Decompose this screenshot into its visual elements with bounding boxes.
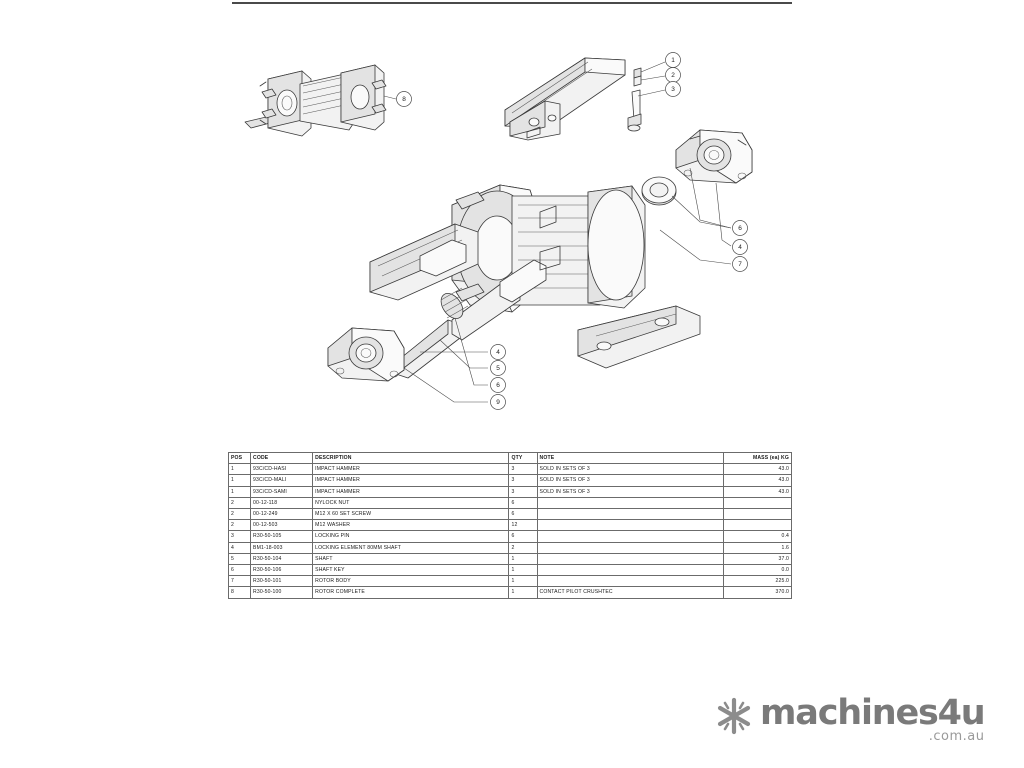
svg-text:5: 5	[496, 365, 500, 372]
cell-mass	[723, 497, 791, 508]
svg-text:9: 9	[496, 399, 500, 406]
cell-note: SOLD IN SETS OF 3	[537, 464, 723, 475]
cell-pos: 5	[229, 553, 251, 564]
cell-code: R30-50-100	[251, 587, 313, 598]
cell-mass	[723, 509, 791, 520]
col-description: DESCRIPTION	[313, 453, 509, 464]
cell-description: LOCKING PIN	[313, 531, 509, 542]
cell-mass: 43.0	[723, 486, 791, 497]
cell-description: ROTOR BODY	[313, 576, 509, 587]
rotor-complete-small-view	[245, 65, 386, 136]
table-row	[229, 464, 792, 475]
cell-mass: 0.0	[723, 565, 791, 576]
col-qty: QTY	[509, 453, 537, 464]
cell-pos: 1	[229, 486, 251, 497]
cell-qty: 6	[509, 509, 537, 520]
cell-note	[537, 542, 723, 553]
cell-qty: 1	[509, 565, 537, 576]
parts-list-table	[228, 452, 792, 599]
cell-note: SOLD IN SETS OF 3	[537, 475, 723, 486]
table-row	[229, 587, 792, 598]
cell-pos: 3	[229, 531, 251, 542]
cell-pos: 6	[229, 565, 251, 576]
cell-qty: 3	[509, 475, 537, 486]
cell-pos: 4	[229, 542, 251, 553]
cell-note	[537, 520, 723, 531]
cell-description: IMPACT HAMMER	[313, 464, 509, 475]
cell-mass: 370.0	[723, 587, 791, 598]
cell-code: BM1-18-003	[251, 542, 313, 553]
cell-qty: 3	[509, 464, 537, 475]
bearing-housing-lower	[328, 328, 404, 381]
cell-pos: 2	[229, 497, 251, 508]
bearing-housing-upper	[676, 130, 752, 183]
cell-code: R30-50-105	[251, 531, 313, 542]
cell-code: 93C/CD-SAMI	[251, 486, 313, 497]
cell-qty: 3	[509, 486, 537, 497]
cell-code: 00-12-249	[251, 509, 313, 520]
cell-mass	[723, 520, 791, 531]
col-pos: POS	[229, 453, 251, 464]
cell-note	[537, 497, 723, 508]
col-note: NOTE	[537, 453, 723, 464]
table-row	[229, 565, 792, 576]
cell-pos: 2	[229, 520, 251, 531]
logo-domain: .com.au	[928, 729, 985, 744]
machines4u-logo	[714, 694, 1010, 750]
cell-description: LOCKING ELEMENT 80MM SHAFT	[313, 542, 509, 553]
cell-note	[537, 531, 723, 542]
guard-cover-plate	[578, 306, 700, 368]
table-row	[229, 520, 792, 531]
cell-mass: 225.0	[723, 576, 791, 587]
cell-code: 93C/CD-MALI	[251, 475, 313, 486]
cell-description: NYLOCK NUT	[313, 497, 509, 508]
cell-qty: 6	[509, 497, 537, 508]
cell-code: R30-50-104	[251, 553, 313, 564]
cell-pos: 1	[229, 475, 251, 486]
cell-description: ROTOR COMPLETE	[313, 587, 509, 598]
cell-mass: 43.0	[723, 464, 791, 475]
table-row	[229, 497, 792, 508]
table-row	[229, 486, 792, 497]
col-mass: MASS (ea) KG	[723, 453, 791, 464]
table-header-row	[229, 453, 792, 464]
svg-text:2: 2	[671, 72, 675, 79]
table-row	[229, 542, 792, 553]
cell-note	[537, 576, 723, 587]
fastener-group	[628, 68, 641, 131]
cell-description: IMPACT HAMMER	[313, 475, 509, 486]
table-row	[229, 509, 792, 520]
cell-description: SHAFT	[313, 553, 509, 564]
cell-code: 00-12-503	[251, 520, 313, 531]
cell-note	[537, 509, 723, 520]
table-row	[229, 475, 792, 486]
svg-text:6: 6	[738, 225, 742, 232]
asterisk-icon	[714, 696, 754, 736]
svg-text:8: 8	[402, 96, 406, 103]
cell-qty: 6	[509, 531, 537, 542]
cell-note	[537, 565, 723, 576]
cell-description: IMPACT HAMMER	[313, 486, 509, 497]
cell-code: 93C/CD-HASI	[251, 464, 313, 475]
svg-text:7: 7	[738, 261, 742, 268]
cell-code: 00-12-118	[251, 497, 313, 508]
cell-qty: 12	[509, 520, 537, 531]
cell-pos: 2	[229, 509, 251, 520]
cell-mass: 43.0	[723, 475, 791, 486]
col-code: CODE	[251, 453, 313, 464]
svg-text:1: 1	[671, 57, 675, 64]
cell-mass: 37.0	[723, 553, 791, 564]
svg-text:3: 3	[671, 86, 675, 93]
svg-text:4: 4	[738, 244, 742, 251]
cell-qty: 1	[509, 576, 537, 587]
cell-pos: 8	[229, 587, 251, 598]
table-row	[229, 531, 792, 542]
cell-pos: 7	[229, 576, 251, 587]
cell-description: M12 WASHER	[313, 520, 509, 531]
cell-mass: 1.6	[723, 542, 791, 553]
locking-element-ring	[642, 177, 676, 205]
cell-qty: 1	[509, 553, 537, 564]
svg-text:6: 6	[496, 382, 500, 389]
logo-wordmark: machines4u	[760, 693, 985, 733]
impact-hammer-bar-view	[505, 58, 625, 140]
cell-description: SHAFT KEY	[313, 565, 509, 576]
cell-pos: 1	[229, 464, 251, 475]
table-row	[229, 553, 792, 564]
cell-qty: 2	[509, 542, 537, 553]
cell-code: R30-50-106	[251, 565, 313, 576]
table-row	[229, 576, 792, 587]
svg-text:4: 4	[496, 349, 500, 356]
cell-qty: 1	[509, 587, 537, 598]
cell-note: SOLD IN SETS OF 3	[537, 486, 723, 497]
cell-code: R30-50-101	[251, 576, 313, 587]
cell-note: CONTACT PILOT CRUSHTEC	[537, 587, 723, 598]
cell-description: M12 X 60 SET SCREW	[313, 509, 509, 520]
cell-note	[537, 553, 723, 564]
cell-mass: 0.4	[723, 531, 791, 542]
